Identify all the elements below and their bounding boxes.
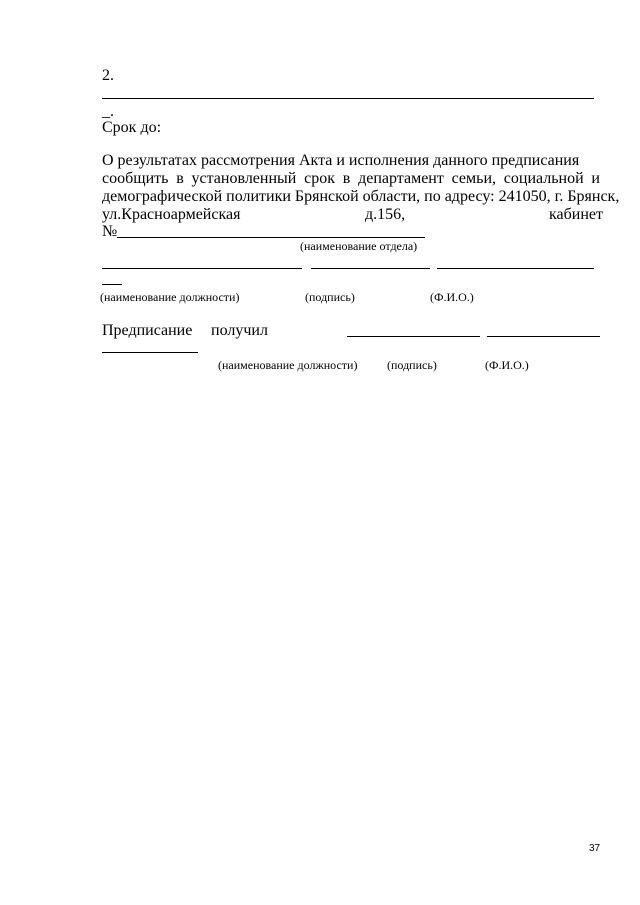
page-number: 37	[589, 843, 601, 854]
received-name-line	[487, 336, 600, 337]
received-position-line	[102, 352, 198, 353]
received-word-1: Предписание	[102, 322, 193, 339]
position-line	[102, 268, 302, 269]
deadline-label: Срок до:	[102, 119, 162, 136]
received-name-caption: (Ф.И.О.)	[485, 358, 529, 372]
department-caption: (наименование отдела)	[300, 239, 418, 253]
item-fill-line	[102, 98, 594, 99]
received-signature-line	[347, 336, 480, 337]
short-line	[102, 284, 122, 285]
received-position-caption: (наименование должности)	[218, 358, 358, 372]
paragraph-line-1: О результатах рассмотрения Акта и исполнения данного предписания	[102, 152, 580, 169]
signature-line	[311, 268, 430, 269]
name-caption: (Ф.И.О.)	[430, 290, 474, 304]
item-dot: _.	[102, 103, 114, 120]
signature-caption: (подпись)	[305, 290, 355, 304]
paragraph-line-2: сообщить в установленный срок в департамент семьи, социальной и	[102, 170, 600, 187]
number-sign: №	[102, 223, 118, 240]
received-signature-caption: (подпись)	[387, 358, 437, 372]
office-fill-line	[117, 237, 425, 238]
street: ул.Красноармейская	[102, 206, 241, 223]
name-line	[437, 268, 594, 269]
item-number: 2.	[102, 67, 114, 84]
office-label: кабинет	[549, 206, 603, 223]
paragraph-line-3: демографической политики Брянской области, по адресу: 241050, г. Брянск,	[102, 188, 620, 205]
received-word-2: получил	[211, 322, 268, 339]
position-caption: (наименование должности)	[100, 290, 240, 304]
house-number: д.156,	[365, 206, 406, 223]
